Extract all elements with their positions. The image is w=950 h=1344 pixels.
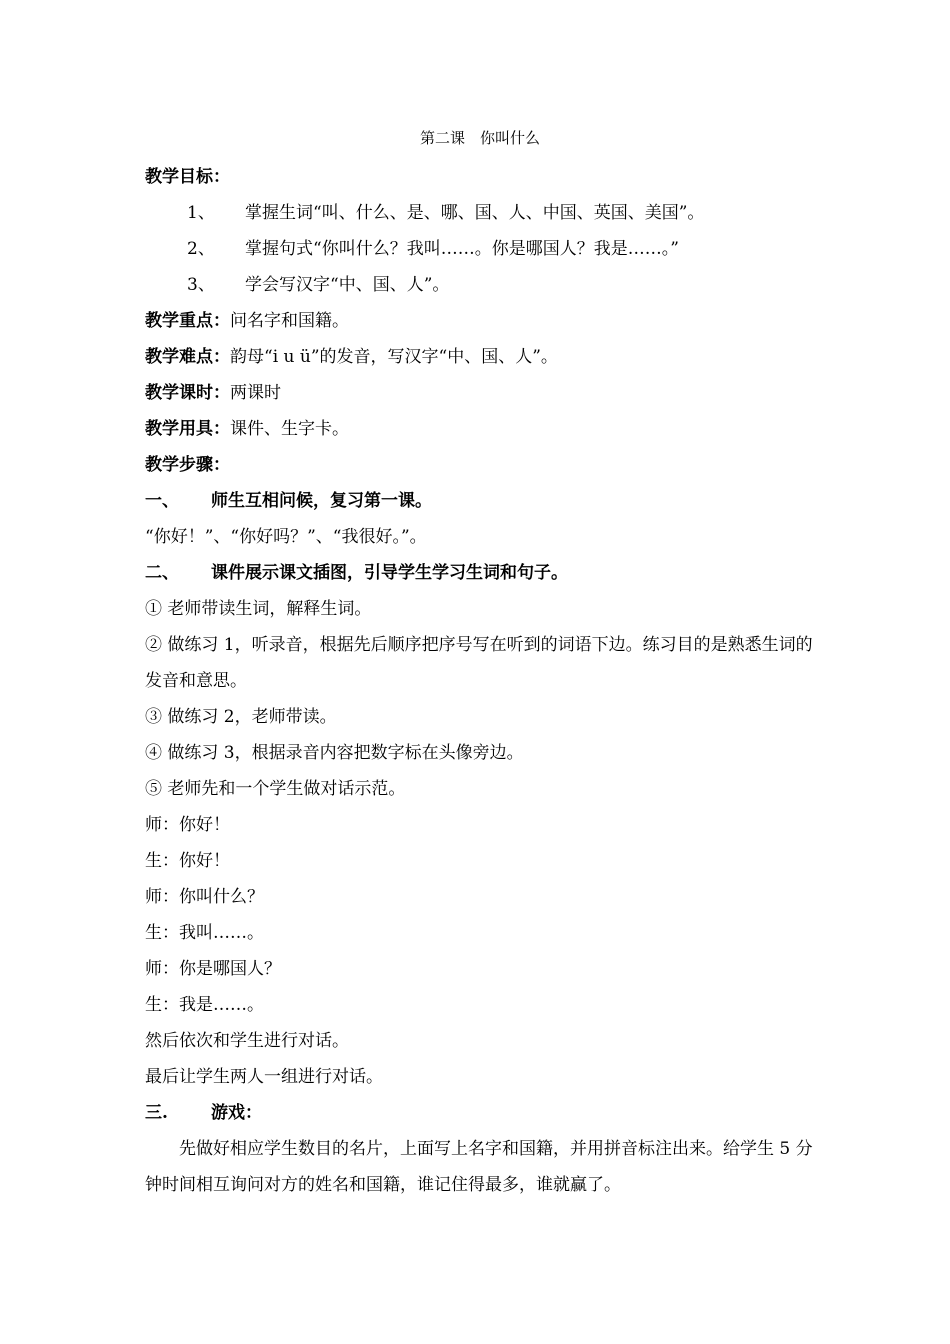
dialogue-line: 师：你是哪国人？ — [145, 959, 281, 979]
difficulty-value: 韵母“i u ü”的发音，写汉字“中、国、人”。 — [230, 347, 558, 367]
dialogue-line: 师：你叫什么？ — [145, 887, 264, 907]
step-item: ② 做练习 1，听录音，根据先后顺序把序号写在听到的词语下边。练习目的是熟悉生词的发音和意思。 — [145, 635, 813, 691]
hours-value: 两课时 — [230, 383, 281, 403]
section-title: 课件展示课文插图，引导学生学习生词和句子。 — [211, 563, 568, 583]
hours-label: 教学课时： — [145, 383, 230, 403]
step-item: ⑤ 老师先和一个学生做对话示范。 — [145, 779, 406, 799]
section-heading-3 — [145, 1095, 815, 1131]
objective-item — [145, 195, 815, 231]
section-title: 游戏： — [211, 1103, 262, 1123]
tools-value: 课件、生字卡。 — [230, 419, 349, 439]
dialogue-line: 生：我叫……。 — [145, 923, 264, 943]
tools-row — [145, 411, 815, 447]
after-text: 最后让学生两人一组进行对话。 — [145, 1067, 383, 1087]
objective-text: 学会写汉字“中、国、人”。 — [245, 275, 450, 295]
objective-number: 2、 — [187, 239, 215, 259]
key-point-row — [145, 303, 815, 339]
step-item: ④ 做练习 3，根据录音内容把数字标在头像旁边。 — [145, 743, 524, 763]
step-item: ① 老师带读生词，解释生词。 — [145, 599, 372, 619]
section-number: 二、 — [145, 563, 179, 583]
section-number: 一、 — [145, 491, 179, 511]
document-page — [145, 125, 815, 1203]
section-1-text: “你好！”、“你好吗？”、“我很好。”。 — [145, 527, 427, 547]
difficulty-row — [145, 339, 815, 375]
objective-number: 1、 — [187, 203, 215, 223]
objective-text: 掌握句式“你叫什么？我叫……。你是哪国人？我是……。” — [245, 239, 679, 259]
objectives-label: 教学目标： — [145, 167, 230, 187]
lesson-title: 第二课 你叫什么 — [419, 129, 540, 147]
dialogue-line: 师：你好！ — [145, 815, 230, 835]
section-heading-2 — [145, 555, 815, 591]
key-point-value: 问名字和国籍。 — [230, 311, 349, 331]
after-text: 然后依次和学生进行对话。 — [145, 1031, 349, 1051]
tools-label: 教学用具： — [145, 419, 230, 439]
section-number: 三. — [145, 1103, 168, 1123]
objective-item — [145, 267, 815, 303]
game-description: 先做好相应学生数目的名片，上面写上名字和国籍，并用拼音标注出来。给学生 5 分钟时间相互询问对方的姓名和国籍，谁记住得最多，谁就赢了。 — [145, 1139, 813, 1195]
objective-item — [145, 231, 815, 267]
steps-label: 教学步骤： — [145, 455, 230, 475]
dialogue-line: 生：你好！ — [145, 851, 230, 871]
section-heading-1 — [145, 483, 815, 519]
difficulty-label: 教学难点： — [145, 347, 230, 367]
dialogue-line: 生：我是……。 — [145, 995, 264, 1015]
key-point-label: 教学重点： — [145, 311, 230, 331]
section-title: 师生互相问候，复习第一课。 — [211, 491, 432, 511]
objective-text: 掌握生词“叫、什么、是、哪、国、人、中国、英国、美国”。 — [245, 203, 705, 223]
hours-row — [145, 375, 815, 411]
step-item: ③ 做练习 2，老师带读。 — [145, 707, 337, 727]
objective-number: 3、 — [187, 275, 215, 295]
